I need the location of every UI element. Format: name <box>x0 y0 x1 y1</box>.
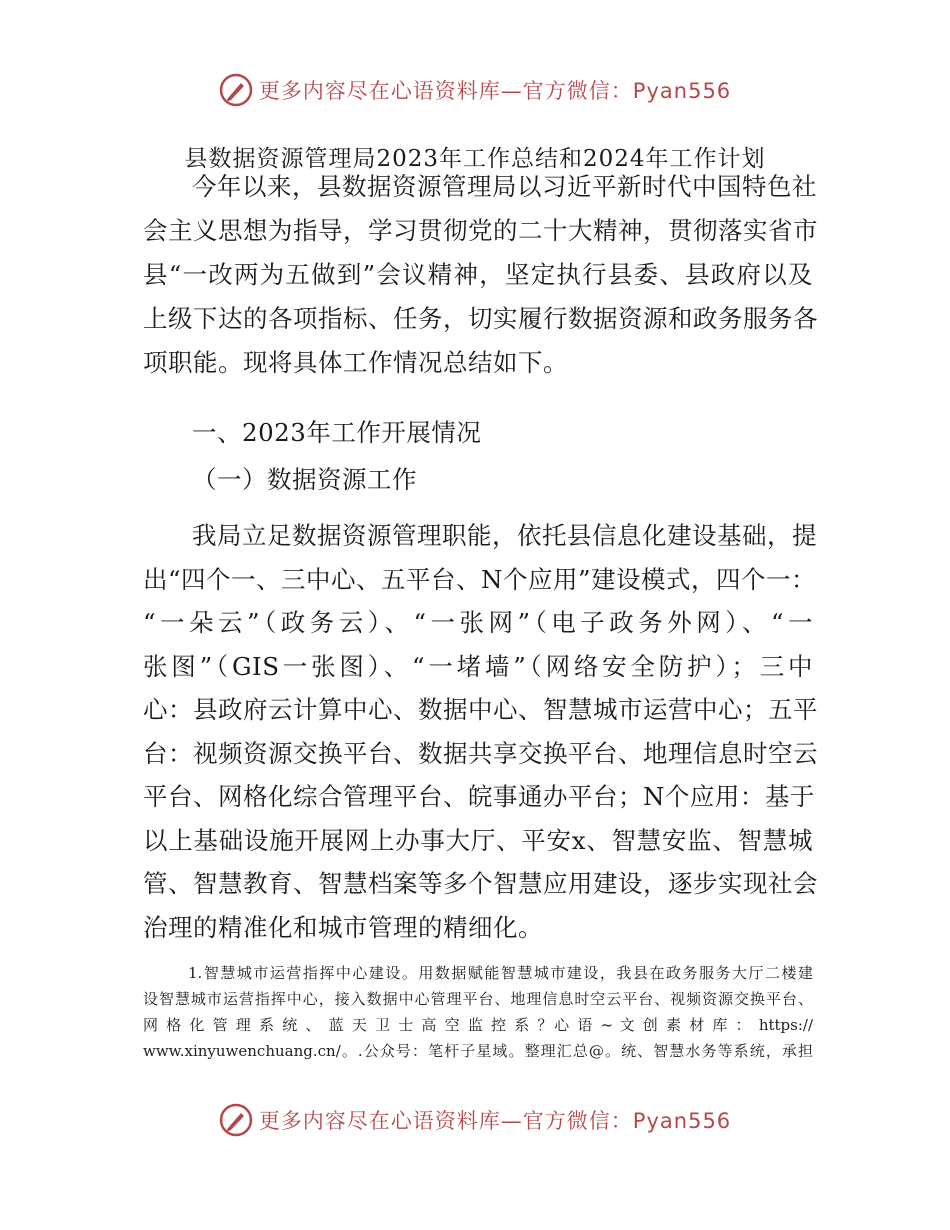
pen-logo-icon <box>219 1103 253 1137</box>
watermark-banner-top <box>0 70 950 110</box>
body-line: 我局立足数据资源管理职能，依托县信息化建设基础，提 <box>192 521 817 550</box>
intro-line: 上级下达的各项指标、任务，切实履行数据资源和政务服务各 <box>143 304 818 333</box>
intro-line: 会主义思想为指导，学习贯彻党的二十大精神，贯彻落实省市 <box>143 216 818 245</box>
section-heading: 一、2023年工作开展情况 <box>192 418 482 447</box>
pen-logo-icon <box>219 73 253 107</box>
intro-line: 县“一改两为五做到”会议精神，坚定执行县委、县政府以及 <box>143 260 813 289</box>
footnote-line: 网 格 化 管 理 系 统 、 蓝 天 卫 士 高 空 监 控 系 ？心 语 ~ 文 创 素 材 库 ： https:// <box>143 1016 813 1034</box>
subsection-heading: （一）数据资源工作 <box>192 465 417 494</box>
document-title: 县数据资源管理局2023年工作总结和2024年工作计划 <box>184 146 766 172</box>
body-line: 平台、网格化综合管理平台、皖事通办平台；N个应用：基于 <box>143 782 815 811</box>
watermark-banner-bottom <box>0 1100 950 1140</box>
body-line: 以上基础设施开展网上办事大厅、平安x、智慧安监、智慧城 <box>143 826 813 855</box>
watermark-text: 更多内容尽在心语资料库—官方微信：Pyan556 <box>258 1109 732 1133</box>
footnote-line: 设智慧城市运营指挥中心，接入数据中心管理平台、地理信息时空云平台、视频资源交换平台、 <box>143 990 813 1008</box>
intro-line: 今年以来，县数据资源管理局以习近平新时代中国特色社 <box>192 172 817 201</box>
body-line: 管、智慧教育、智慧档案等多个智慧应用建设，逐步实现社会 <box>143 869 818 898</box>
body-line: 张图”（GIS一张图）、“一堵墙”（网络安全防护）；三中 <box>143 652 813 681</box>
body-line: 台：视频资源交换平台、数据共享交换平台、地理信息时空云 <box>143 739 818 768</box>
body-line: 治理的精准化和城市管理的精细化。 <box>143 913 543 942</box>
intro-line: 项职能。现将具体工作情况总结如下。 <box>143 348 568 377</box>
body-line: “一朵云”（政务云）、“一张网”（电子政务外网）、“一 <box>143 608 813 637</box>
watermark-text: 更多内容尽在心语资料库—官方微信：Pyan556 <box>258 79 732 103</box>
body-line: 心：县政府云计算中心、数据中心、智慧城市运营中心；五平 <box>143 695 818 724</box>
footnote-line: www.xinyuwenchuang.cn/。.公众号：笔杆子星域。整理汇总@。统、智慧水务等系统，承担 <box>143 1042 813 1060</box>
footnote-line: 1.智慧城市运营指挥中心建设。用数据赋能智慧城市建设，我县在政务服务大厅二楼建 <box>188 964 813 982</box>
body-line: 出“四个一、三中心、五平台、N个应用”建设模式，四个一： <box>143 565 816 594</box>
